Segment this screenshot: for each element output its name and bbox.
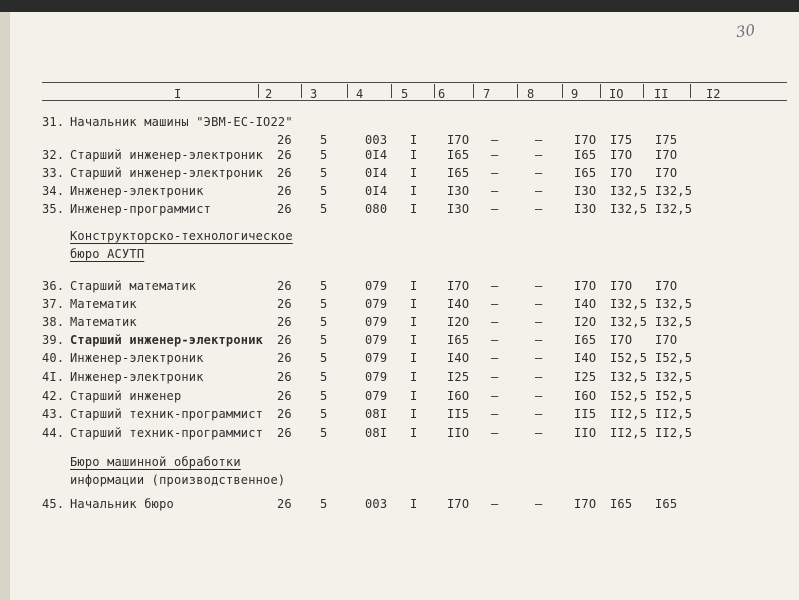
row-cell-c4: 0I4 xyxy=(365,148,388,162)
row-cell-c6: I4O xyxy=(447,297,470,311)
row-cell-c7: – xyxy=(491,497,499,511)
row-title: Инженер-электроник xyxy=(70,351,204,365)
row-cell-c4: 08I xyxy=(365,407,388,421)
row-number: 38. xyxy=(42,315,65,329)
row-cell-c10: I7O xyxy=(610,279,633,293)
row-cell-c2: 26 xyxy=(277,497,292,511)
row-cell-c8: – xyxy=(535,184,543,198)
row-cell-c10: I32,5 xyxy=(610,370,648,384)
row-cell-c4: 079 xyxy=(365,389,388,403)
row-cell-c7: – xyxy=(491,407,499,421)
page-number: 30 xyxy=(734,20,757,42)
col-header-1: I xyxy=(174,87,182,101)
row-cell-c9: I3O xyxy=(574,202,597,216)
row-cell-c11: I32,5 xyxy=(655,370,693,384)
row-cell-c11: I7O xyxy=(655,166,678,180)
row-cell-c5: I xyxy=(410,497,418,511)
row-cell-c10: I32,5 xyxy=(610,315,648,329)
row-cell-c11: I65 xyxy=(655,497,678,511)
row-cell-c5: I xyxy=(410,202,418,216)
row-cell-c2: 26 xyxy=(277,133,292,147)
row-cell-c10: I32,5 xyxy=(610,184,648,198)
row-cell-c7: – xyxy=(491,297,499,311)
row-number: 37. xyxy=(42,297,65,311)
row-cell-c9: IIO xyxy=(574,426,597,440)
row-cell-c10: II2,5 xyxy=(610,407,648,421)
row-cell-c9: I3O xyxy=(574,184,597,198)
row-cell-c7: – xyxy=(491,351,499,365)
row-cell-c9: II5 xyxy=(574,407,597,421)
row-title: Инженер-электроник xyxy=(70,184,204,198)
row-number: 34. xyxy=(42,184,65,198)
row-cell-c2: 26 xyxy=(277,315,292,329)
row-cell-c4: 079 xyxy=(365,297,388,311)
row-cell-c4: 079 xyxy=(365,315,388,329)
col-separator xyxy=(258,84,259,98)
row-cell-c9: I4O xyxy=(574,297,597,311)
row-cell-c4: 003 xyxy=(365,133,388,147)
row-cell-c3: 5 xyxy=(320,426,328,440)
row-cell-c5: I xyxy=(410,315,418,329)
col-separator xyxy=(643,84,644,98)
row-cell-c6: I3O xyxy=(447,184,470,198)
row-number: 4I. xyxy=(42,370,65,384)
row-cell-c10: I52,5 xyxy=(610,389,648,403)
section-heading-bmo-line2: информации (производственное) xyxy=(70,473,286,487)
row-cell-c6: I65 xyxy=(447,333,470,347)
row-cell-c2: 26 xyxy=(277,297,292,311)
row-cell-c8: – xyxy=(535,148,543,162)
row-title: Инженер-программист xyxy=(70,202,212,216)
row-cell-c2: 26 xyxy=(277,184,292,198)
row-cell-c3: 5 xyxy=(320,166,328,180)
col-header-12: I2 xyxy=(706,87,721,101)
row-title: Математик xyxy=(70,315,137,329)
col-separator xyxy=(600,84,601,98)
row-cell-c6: I65 xyxy=(447,148,470,162)
row-title: Старший инженер-электроник xyxy=(70,333,264,347)
row-cell-c8: – xyxy=(535,202,543,216)
row-number: 35. xyxy=(42,202,65,216)
row-cell-c4: 079 xyxy=(365,370,388,384)
row-cell-c9: I65 xyxy=(574,166,597,180)
row-cell-c5: I xyxy=(410,370,418,384)
row-cell-c6: I2O xyxy=(447,315,470,329)
row-cell-c2: 26 xyxy=(277,148,292,162)
row-cell-c6: I65 xyxy=(447,166,470,180)
row-cell-c2: 26 xyxy=(277,407,292,421)
row-cell-c9: I6O xyxy=(574,389,597,403)
row-cell-c11: I52,5 xyxy=(655,351,693,365)
row-cell-c5: I xyxy=(410,184,418,198)
col-separator xyxy=(434,84,435,98)
row-number: 31. xyxy=(42,115,65,129)
row-cell-c5: I xyxy=(410,426,418,440)
row-cell-c4: 0I4 xyxy=(365,184,388,198)
row-cell-c3: 5 xyxy=(320,407,328,421)
row-cell-c5: I xyxy=(410,166,418,180)
row-cell-c8: – xyxy=(535,497,543,511)
row-cell-c10: II2,5 xyxy=(610,426,648,440)
row-cell-c10: I7O xyxy=(610,148,633,162)
row-cell-c8: – xyxy=(535,133,543,147)
row-cell-c2: 26 xyxy=(277,351,292,365)
row-cell-c11: I75 xyxy=(655,133,678,147)
row-cell-c3: 5 xyxy=(320,279,328,293)
row-cell-c5: I xyxy=(410,279,418,293)
row-cell-c2: 26 xyxy=(277,202,292,216)
col-header-8: 8 xyxy=(527,87,535,101)
col-header-3: 3 xyxy=(310,87,318,101)
row-cell-c10: I7O xyxy=(610,166,633,180)
col-header-11: II xyxy=(654,87,669,101)
row-cell-c11: I7O xyxy=(655,333,678,347)
row-cell-c7: – xyxy=(491,315,499,329)
row-number: 43. xyxy=(42,407,65,421)
row-cell-c8: – xyxy=(535,370,543,384)
row-cell-c8: – xyxy=(535,333,543,347)
row-cell-c7: – xyxy=(491,279,499,293)
row-number: 32. xyxy=(42,148,65,162)
row-title: Математик xyxy=(70,297,137,311)
row-cell-c3: 5 xyxy=(320,315,328,329)
row-cell-c7: – xyxy=(491,333,499,347)
row-cell-c3: 5 xyxy=(320,351,328,365)
row-title: Инженер-электроник xyxy=(70,370,204,384)
row-cell-c8: – xyxy=(535,426,543,440)
row-cell-c9: I2O xyxy=(574,315,597,329)
col-separator xyxy=(562,84,563,98)
row-cell-c7: – xyxy=(491,370,499,384)
row-cell-c10: I75 xyxy=(610,133,633,147)
row-cell-c9: I65 xyxy=(574,148,597,162)
row-cell-c4: 08I xyxy=(365,426,388,440)
row-title: Старший техник-программист xyxy=(70,407,264,421)
row-cell-c6: IIO xyxy=(447,426,470,440)
row-title: Старший инженер-электроник xyxy=(70,166,264,180)
row-cell-c4: 079 xyxy=(365,279,388,293)
row-number: 33. xyxy=(42,166,65,180)
row-cell-c7: – xyxy=(491,133,499,147)
row-cell-c3: 5 xyxy=(320,148,328,162)
row-cell-c6: I25 xyxy=(447,370,470,384)
row-number: 36. xyxy=(42,279,65,293)
row-title: Начальник машины "ЭВМ-ЕС-IО22" xyxy=(70,115,293,129)
row-cell-c11: II2,5 xyxy=(655,407,693,421)
row-cell-c10: I7O xyxy=(610,333,633,347)
row-cell-c10: I65 xyxy=(610,497,633,511)
row-cell-c11: I32,5 xyxy=(655,202,693,216)
row-cell-c3: 5 xyxy=(320,333,328,347)
row-cell-c3: 5 xyxy=(320,202,328,216)
row-cell-c3: 5 xyxy=(320,133,328,147)
row-cell-c6: II5 xyxy=(447,407,470,421)
col-header-9: 9 xyxy=(571,87,579,101)
row-cell-c11: I32,5 xyxy=(655,184,693,198)
row-title: Старший математик xyxy=(70,279,197,293)
row-cell-c3: 5 xyxy=(320,297,328,311)
section-heading-bmo-line1: Бюро машинной обработки xyxy=(70,455,241,469)
row-cell-c2: 26 xyxy=(277,389,292,403)
row-cell-c11: I7O xyxy=(655,148,678,162)
col-separator xyxy=(517,84,518,98)
row-cell-c10: I32,5 xyxy=(610,202,648,216)
row-cell-c11: I7O xyxy=(655,279,678,293)
row-number: 44. xyxy=(42,426,65,440)
row-title: Начальник бюро xyxy=(70,497,174,511)
row-cell-c8: – xyxy=(535,166,543,180)
row-cell-c5: I xyxy=(410,351,418,365)
row-cell-c11: I32,5 xyxy=(655,297,693,311)
row-cell-c8: – xyxy=(535,297,543,311)
row-cell-c10: I52,5 xyxy=(610,351,648,365)
section-heading-kto-line2: бюро АСУТП xyxy=(70,247,145,261)
row-cell-c3: 5 xyxy=(320,497,328,511)
row-cell-c9: I25 xyxy=(574,370,597,384)
row-cell-c5: I xyxy=(410,333,418,347)
row-cell-c2: 26 xyxy=(277,426,292,440)
row-cell-c7: – xyxy=(491,148,499,162)
row-cell-c9: I7O xyxy=(574,133,597,147)
row-cell-c8: – xyxy=(535,315,543,329)
row-cell-c6: I3O xyxy=(447,202,470,216)
row-cell-c7: – xyxy=(491,184,499,198)
row-title: Старший инженер xyxy=(70,389,182,403)
row-cell-c6: I7O xyxy=(447,497,470,511)
row-cell-c4: 003 xyxy=(365,497,388,511)
col-separator xyxy=(391,84,392,98)
row-cell-c6: I7O xyxy=(447,133,470,147)
row-cell-c9: I7O xyxy=(574,497,597,511)
row-number: 40. xyxy=(42,351,65,365)
row-cell-c2: 26 xyxy=(277,370,292,384)
row-cell-c5: I xyxy=(410,297,418,311)
row-cell-c3: 5 xyxy=(320,184,328,198)
col-separator xyxy=(473,84,474,98)
row-cell-c8: – xyxy=(535,389,543,403)
row-number: 45. xyxy=(42,497,65,511)
row-cell-c7: – xyxy=(491,166,499,180)
row-number: 42. xyxy=(42,389,65,403)
row-cell-c9: I7O xyxy=(574,279,597,293)
col-header-10: IO xyxy=(609,87,624,101)
row-cell-c11: I32,5 xyxy=(655,315,693,329)
row-cell-c5: I xyxy=(410,133,418,147)
row-cell-c4: 0I4 xyxy=(365,166,388,180)
row-cell-c2: 26 xyxy=(277,166,292,180)
col-header-7: 7 xyxy=(483,87,491,101)
col-separator xyxy=(690,84,691,98)
row-cell-c10: I32,5 xyxy=(610,297,648,311)
row-cell-c3: 5 xyxy=(320,389,328,403)
row-cell-c5: I xyxy=(410,389,418,403)
col-header-5: 5 xyxy=(401,87,409,101)
col-separator xyxy=(301,84,302,98)
row-cell-c7: – xyxy=(491,202,499,216)
row-cell-c2: 26 xyxy=(277,333,292,347)
row-cell-c7: – xyxy=(491,389,499,403)
row-cell-c4: 079 xyxy=(365,351,388,365)
row-cell-c4: 080 xyxy=(365,202,388,216)
row-cell-c6: I6O xyxy=(447,389,470,403)
section-heading-kto-line1: Конструкторско-технологическое xyxy=(70,229,293,243)
row-cell-c8: – xyxy=(535,407,543,421)
row-number: 39. xyxy=(42,333,65,347)
row-cell-c5: I xyxy=(410,407,418,421)
row-cell-c11: II2,5 xyxy=(655,426,693,440)
col-header-2: 2 xyxy=(265,87,273,101)
col-header-6: 6 xyxy=(438,87,446,101)
row-cell-c9: I65 xyxy=(574,333,597,347)
header-top-rule xyxy=(42,82,787,83)
row-cell-c2: 26 xyxy=(277,279,292,293)
row-cell-c4: 079 xyxy=(365,333,388,347)
row-cell-c3: 5 xyxy=(320,370,328,384)
col-header-4: 4 xyxy=(356,87,364,101)
row-cell-c11: I52,5 xyxy=(655,389,693,403)
row-cell-c6: I4O xyxy=(447,351,470,365)
row-title: Старший инженер-электроник xyxy=(70,148,264,162)
row-cell-c8: – xyxy=(535,279,543,293)
header-bottom-rule xyxy=(42,100,787,101)
row-cell-c7: – xyxy=(491,426,499,440)
row-cell-c6: I7O xyxy=(447,279,470,293)
col-separator xyxy=(347,84,348,98)
row-cell-c8: – xyxy=(535,351,543,365)
row-title: Старший техник-программист xyxy=(70,426,264,440)
row-cell-c5: I xyxy=(410,148,418,162)
row-cell-c9: I4O xyxy=(574,351,597,365)
